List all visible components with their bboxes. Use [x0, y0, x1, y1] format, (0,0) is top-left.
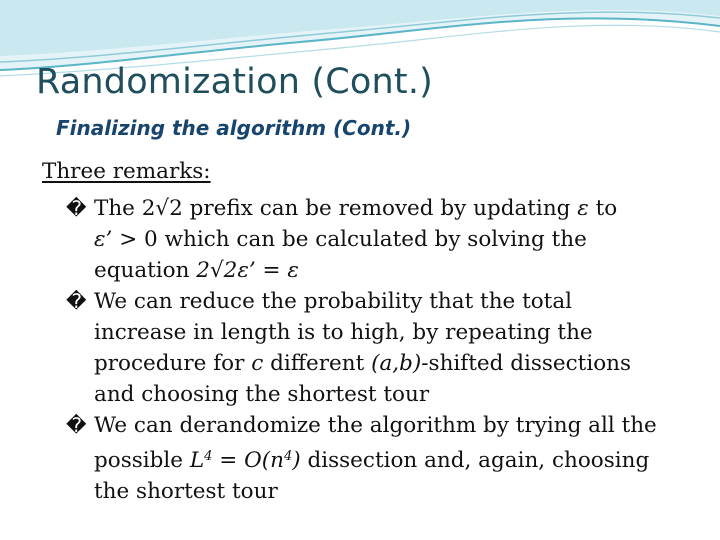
remark-3-line-1: We can derandomize the algorithm by trying all the: [94, 413, 657, 438]
remark-item-2: [42, 286, 702, 410]
slide-body: [42, 156, 702, 507]
remark-2-line-1: We can reduce the probability that the total: [94, 289, 573, 314]
remarks-heading: Three remarks:: [42, 159, 211, 184]
remark-2-line-3: procedure for c different (a,b)-shifted dissections: [94, 351, 632, 376]
bullet-icon: �: [66, 413, 87, 437]
remark-3-line-2: possible $L^4 = O(n^4)$ dissection and, again, choosing: [94, 448, 650, 473]
remark-2-line-2: increase in length is to high, by repeating the: [94, 320, 593, 345]
remark-1-line-2: ε’ > 0 which can be calculated by solving the: [94, 227, 587, 252]
remark-item-1: [42, 193, 702, 286]
remark-item-3: [42, 410, 702, 507]
remark-1-line-1: The 2√2 prefix can be removed by updating ε to: [94, 196, 618, 221]
slide-subtitle: Finalizing the algorithm (Cont.): [56, 116, 412, 140]
remark-1-line-3: equation 2√2ε’ = ε: [94, 258, 299, 283]
slide-title: Randomization (Cont.): [36, 62, 434, 102]
remark-2-line-4: and choosing the shortest tour: [94, 382, 430, 407]
remark-3-line-3: the shortest tour: [94, 479, 278, 504]
bullet-icon: �: [66, 196, 87, 220]
bullet-icon: �: [66, 289, 87, 313]
